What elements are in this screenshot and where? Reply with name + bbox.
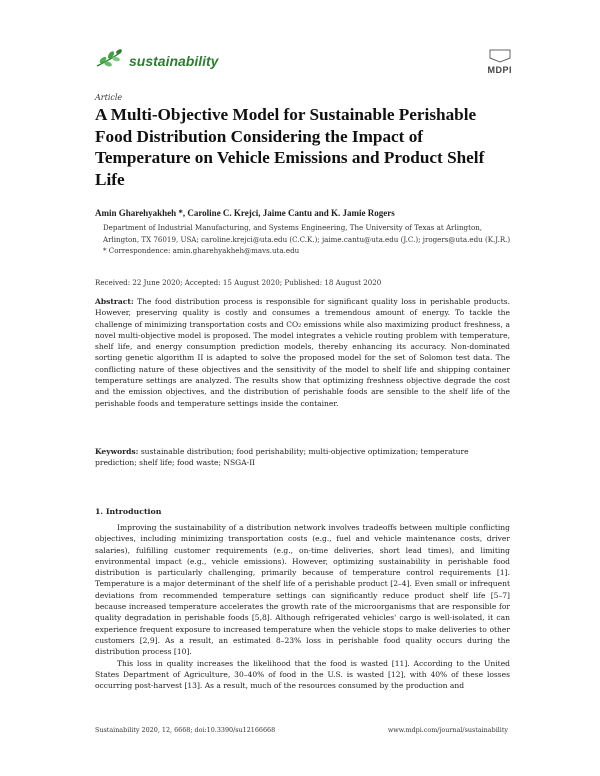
journal-logo bbox=[95, 48, 218, 74]
footer-url[interactable]: www.mdpi.com/journal/sustainability bbox=[387, 726, 508, 734]
affiliation-block bbox=[103, 222, 515, 257]
abstract-text: The food distribution process is responsible for significant quality loss in perishable products. However, preserving quality is costly and consumes a tremendous amount of energy. To tackle the challenge of minimizing transportation costs and CO₂ emissions while also maximizing product freshness, a novel multi-objective model is proposed. The model integrates a vehicle routing problem with temperature, shelf life, and energy consumption prediction models, thereby enhancing its accuracy. Non-dominated sorting genetic algorithm II is adapted to solve the proposed model for the set of Solomon test data. The conflicting nature of these objectives and the sensitivity of the model to shelf life and shipping container temperature settings are analyzed. The results show that optimizing freshness objective degrade the cost and the emission objectives, and the distribution of perishable foods are sensible to the shelf life of the perishable foods and temperature settings inside the container. bbox=[95, 297, 510, 408]
footer-citation: Sustainability 2020, 12, 6668; doi:10.3390/su12166668 bbox=[95, 726, 276, 734]
leaf-branch-icon bbox=[95, 48, 123, 74]
author-list: Amin Gharehyakheh *, Caroline C. Krejci, Jaime Cantu and K. Jamie Rogers bbox=[95, 208, 395, 218]
affiliation: Department of Industrial Manufacturing, and Systems Engineering, The University of Texas at Arlington, Arlington, TX 76019, USA; caroline.krejci@uta.edu (C.C.K.); jaime.cantu@uta.edu (J.C.); jrogers@uta.edu (K.J.R.) bbox=[103, 223, 511, 244]
keywords-text: sustainable distribution; food perishability; multi-objective optimization; temperature prediction; shelf life; food waste; NSGA-II bbox=[95, 447, 469, 468]
article-title: A Multi-Objective Model for Sustainable Perishable Food Distribution Considering the Impact of Temperature on Vehicle Emissions and Product Shelf Life bbox=[95, 105, 485, 189]
publisher-logo bbox=[488, 48, 513, 75]
keywords-label: Keywords: bbox=[95, 447, 139, 456]
introduction-body bbox=[95, 522, 510, 691]
abstract-label: Abstract: bbox=[95, 297, 134, 306]
section-heading-introduction: 1. Introduction bbox=[95, 507, 162, 516]
article-type: Article bbox=[95, 93, 123, 102]
paragraph: This loss in quality increases the likelihood that the food is wasted [11]. According to the United States Department of Agriculture, 30–40% of food in the U.S. is wasted [12], with 40% of these losses occurring post-harvest [13]. As a result, much of the resources consumed by the production and bbox=[95, 658, 510, 691]
abstract bbox=[95, 296, 510, 409]
publisher-name: MDPI bbox=[487, 65, 512, 75]
paragraph: Improving the sustainability of a distribution network involves tradeoffs between multiple conflicting objectives, including minimizing transportation costs (e.g., fuel and vehicle maintenance costs, driver salaries), fulfilling customer requirements (e.g., on-time deliveries, short lead times), and limiting environmental impact (e.g., vehicle emissions). However, optimizing sustainability in perishable food distribution is particularly challenging, primarily because of temperature control requirements [1]. Temperature is a major determinant of the shelf life of a perishable product [2–4]. Even small or infrequent deviations from recommended temperature settings can significantly reduce product shelf life [5–7] because increased temperature accelerates the growth rate of the microorganisms that are responsible for quality degradation in perishable foods [5,8]. Although refrigerated vehicles' cargo is well-isolated, it can experience frequent exposure to increased temperature when the vehicle stops to make deliveries to other customers [2,9]. As a result, an estimated 8–23% loss in perishable food quality occurs during the distribution process [10]. bbox=[95, 523, 510, 657]
correspondence: * Correspondence: amin.gharehyakheh@mavs.uta.edu bbox=[103, 246, 300, 255]
keywords bbox=[95, 446, 510, 469]
publication-dates: Received: 22 June 2020; Accepted: 15 August 2020; Published: 18 August 2020 bbox=[95, 278, 382, 287]
journal-name: sustainability bbox=[129, 53, 219, 69]
